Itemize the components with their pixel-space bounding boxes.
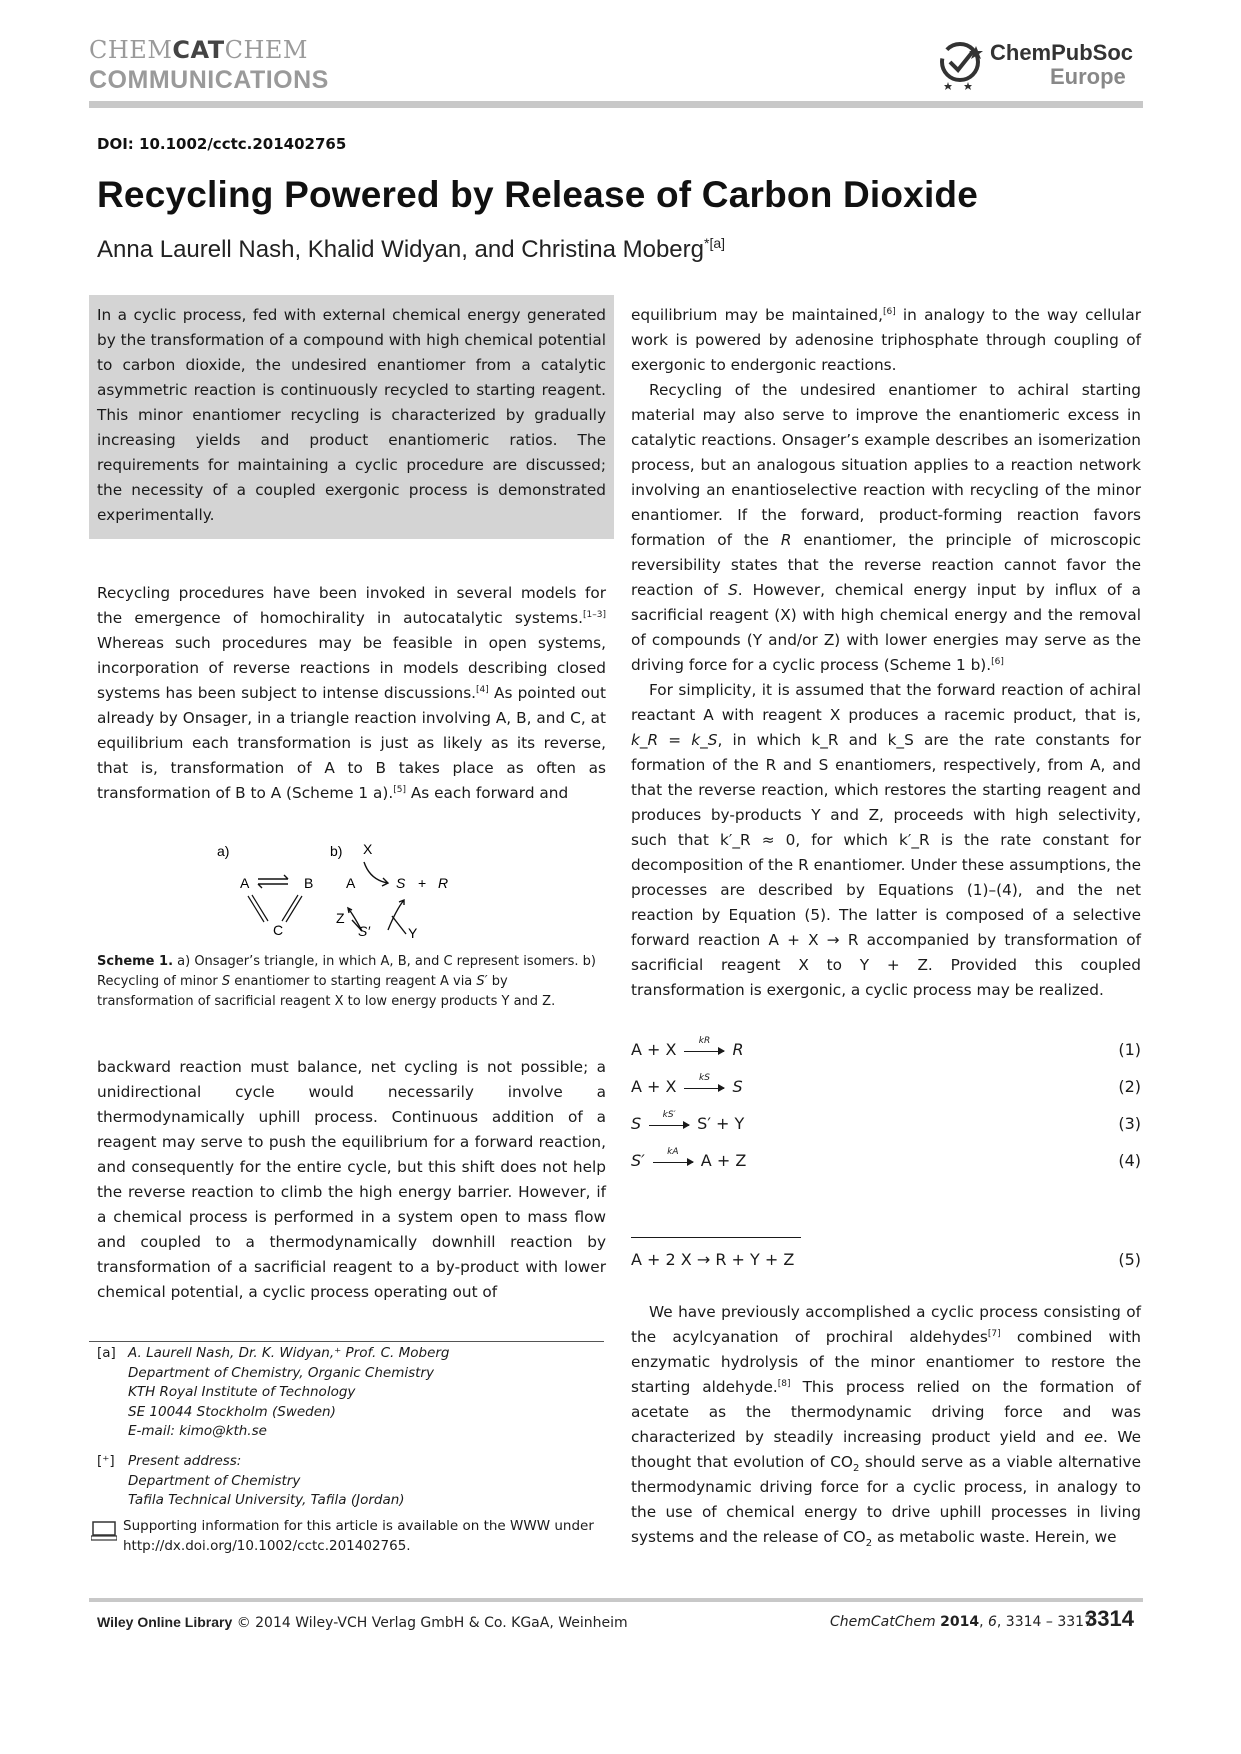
scheme-caption: Scheme 1. a) Onsager’s triangle, in which A, B, and C represent isomers. b) Recycling of minor S enantiomer to starting reagent A via S′ by transformation of sacrificial reagent X to low energy products Y and Z. [97, 954, 596, 1009]
footnote-divider [89, 1341, 604, 1342]
equation-divider [631, 1237, 801, 1238]
scheme-b-S: S [396, 875, 406, 891]
scheme-label-b: b) [330, 843, 343, 859]
scheme-a-C: C [273, 922, 284, 938]
footnote-affiliation: [a] A. Laurell Nash, Dr. K. Widyan,⁺ Prof. C. Moberg Department of Chemistry, Organic Chemistry KTH Royal Institute of Technology SE 10044 Stockholm (Sweden) E-mail: kimo@kth.se [97, 1344, 607, 1444]
equation-1: A + X kR R (1) [631, 1036, 1141, 1059]
scheme-b-plus: + [418, 875, 427, 891]
scheme-b-R: R [438, 875, 449, 891]
supporting-information-link[interactable]: Supporting information for this article is available on the WWW under http://dx.doi.org/10.1002/cctc.201402765. [123, 1518, 594, 1554]
scheme-b-X: X [363, 841, 373, 857]
right-column-paragraph-4: We have previously accomplished a cyclic process consisting of the acylcyanation of prochiral aldehydes[7] combined with enzymatic hydrolysis of the minor enantiomer to restore the starting aldehyde.[8] This process relied on the formation of acetate as the thermodynamic driving force and was characterized by steadily increasing product yield and ee. We thought that evolution of $CO_2$ should serve as a viable alternative thermodynamic driving force for a cyclic process, in analogy to the use of chemical energy to drive uphill processes in living systems and the release of $CO_2$ as metabolic waste. Herein, we [631, 1303, 1142, 1550]
reaction-arrow-icon: kS [684, 1087, 724, 1088]
header-divider [89, 101, 1143, 108]
footnote-line: SE 10044 Stockholm (Sweden) [128, 1403, 336, 1420]
footnote-line: Present address: [128, 1453, 242, 1469]
reaction-arrow-icon: kR [684, 1050, 724, 1051]
right-column-text: equilibrium may be maintained,[6] in analogy to the way cellular work is powered by adenosine triphosphate through coupling of exergonic to endergonic reactions. Recycling of the undesired enantiomer to achiral starting material may also serve to improve the enantiomeric excess in catalytic reactions. Onsager’s example describes an isomerization process, but an analogous situation applies to a reaction network involving an enantioselective reaction with recycling of the minor enantiomer. If the forward, product-forming reaction favors formation of the R enantiomer, the principle of microscopic reversibility states that the reverse reaction cannot favor the reaction of S. However, chemical energy input by influx of a sacrificial reagent (X) with high chemical energy and the removal of compounds (Y and/or Z) with lower energies may serve as the driving force for a cyclic process (Scheme 1 b).[6] For simplicity, it is assumed that the forward reaction of achiral reactant A with reagent X produces a racemic product, that is, k_R = k_S, in which k_R and k_S are the rate constants for formation of the R and S enantiomers, respectively, from A, and that the reverse reaction, which restores the starting reagent and produces by-products Y and Z, proceeds with high selectivity, such that k′_R ≈ 0, for which k′_R is the rate constant for decomposition of the R enantiomer. Under these assumptions, the processes are described by Equations (1)–(4), and the net reaction by Equation (5). The latter is composed of a selective forward reaction A + X → R accompanied by transformation of sacrificial reagent X to Y + Z. Provided this coupled transformation is exergonic, a cyclic process may be realized. [631, 306, 1142, 999]
footnote-line: Department of Chemistry, Organic Chemistry [128, 1364, 434, 1381]
scheme-b-Sprime: S′ [358, 923, 370, 939]
left-column-paragraph-1: Recycling procedures have been invoked in several models for the emergence of homochirality in autocatalytic systems.[1–3] Whereas such procedures may be feasible in open systems, incorporation of reverse reactions in models describing closed systems has been subject to intense discussions.[4] As pointed out already by Onsager, in a triangle reaction involving A, B, and C, at equilibrium each transformation is just as likely as its reverse, that is, transformation of A to B takes place as often as transformation of B to A (Scheme 1 a).[5] As each forward and [97, 584, 606, 802]
left-column-paragraph-2: backward reaction must balance, net cycling is not possible; a unidirectional cycle would necessarily involve a thermodynamically uphill process. Continuous addition of a reagent may serve to push the equilibrium for a forward reaction, and consequently for the entire cycle, but this shift does not help the reverse reaction to climb the high energy barrier. However, if a chemical process is performed in a system open to mass flow and coupled to a thermodynamically downhill reaction by transformation of a sacrificial reagent to a by-product with lower chemical potential, a cyclic process operating out of [97, 1058, 606, 1301]
scheme-b-Y: Y [408, 925, 418, 941]
article-type: COMMUNICATIONS [89, 66, 329, 94]
footnote-line: KTH Royal Institute of Technology [128, 1384, 356, 1400]
footer-copyright: Wiley Online Library © 2014 Wiley-VCH Verlag GmbH & Co. KGaA, Weinheim [97, 1614, 628, 1631]
footnote-line: A. Laurell Nash, Dr. K. Widyan,⁺ Prof. C. Moberg [128, 1345, 450, 1361]
equation-3: S kS′ S′ + Y (3) [631, 1110, 1141, 1133]
journal-name: CHEMCATCHEM [89, 36, 308, 64]
footnote-email[interactable]: E-mail: kimo@kth.se [128, 1423, 267, 1439]
publisher-name: ChemPubSoc [990, 40, 1134, 65]
reaction-arrow-icon: kS′ [649, 1124, 689, 1125]
publisher-region: Europe [1050, 64, 1126, 89]
abstract: In a cyclic process, fed with external chemical energy generated by the transformation of a compound with high chemical potential to carbon dioxide, the undesired enantiomer from a catalytic asymmetric reaction is continuously recycled to starting reagent. This minor enantiomer recycling is characterized by gradually increasing yields and product enantiomeric ratios. The requirements for maintaining a cyclic procedure are discussed; the necessity of a coupled exergonic process is demonstrated experimentally. [97, 306, 606, 524]
equation-5: A + 2 X → R + Y + Z (5) [631, 1250, 1141, 1269]
doi[interactable]: DOI: 10.1002/cctc.201402765 [97, 135, 347, 153]
footer-divider [89, 1598, 1143, 1602]
scheme-b-Z: Z [336, 910, 345, 926]
computer-icon [91, 1521, 117, 1541]
equation-4: S′ kA A + Z (4) [631, 1147, 1141, 1170]
scheme-a-B: B [304, 875, 314, 891]
author-list: Anna Laurell Nash, Khalid Widyan, and Christina Moberg$^{*[a]}$ [97, 235, 726, 263]
scheme-a-A: A [240, 875, 250, 891]
scheme-b-A: A [346, 875, 356, 891]
wiley-online-library-link[interactable]: Wiley Online Library [97, 1614, 233, 1630]
page-number: 3314 [1085, 1606, 1134, 1631]
footnote-line: Tafila Technical University, Tafila (Jordan) [128, 1492, 405, 1508]
footnote-line: Department of Chemistry [128, 1472, 301, 1489]
article-title: Recycling Powered by Release of Carbon Dioxide [97, 174, 979, 215]
scheme-1-diagram [200, 838, 520, 948]
footer-citation: ChemCatChem 2014, 6, 3314 – 3317 [830, 1614, 1093, 1630]
footnote-present-address: [⁺] Present address: Department of Chemistry Tafila Technical University, Tafila (Jordan) [97, 1452, 607, 1512]
scheme-label-a: a) [217, 843, 230, 859]
equation-2: A + X kS S (2) [631, 1073, 1141, 1096]
reaction-arrow-icon: kA [653, 1161, 693, 1162]
